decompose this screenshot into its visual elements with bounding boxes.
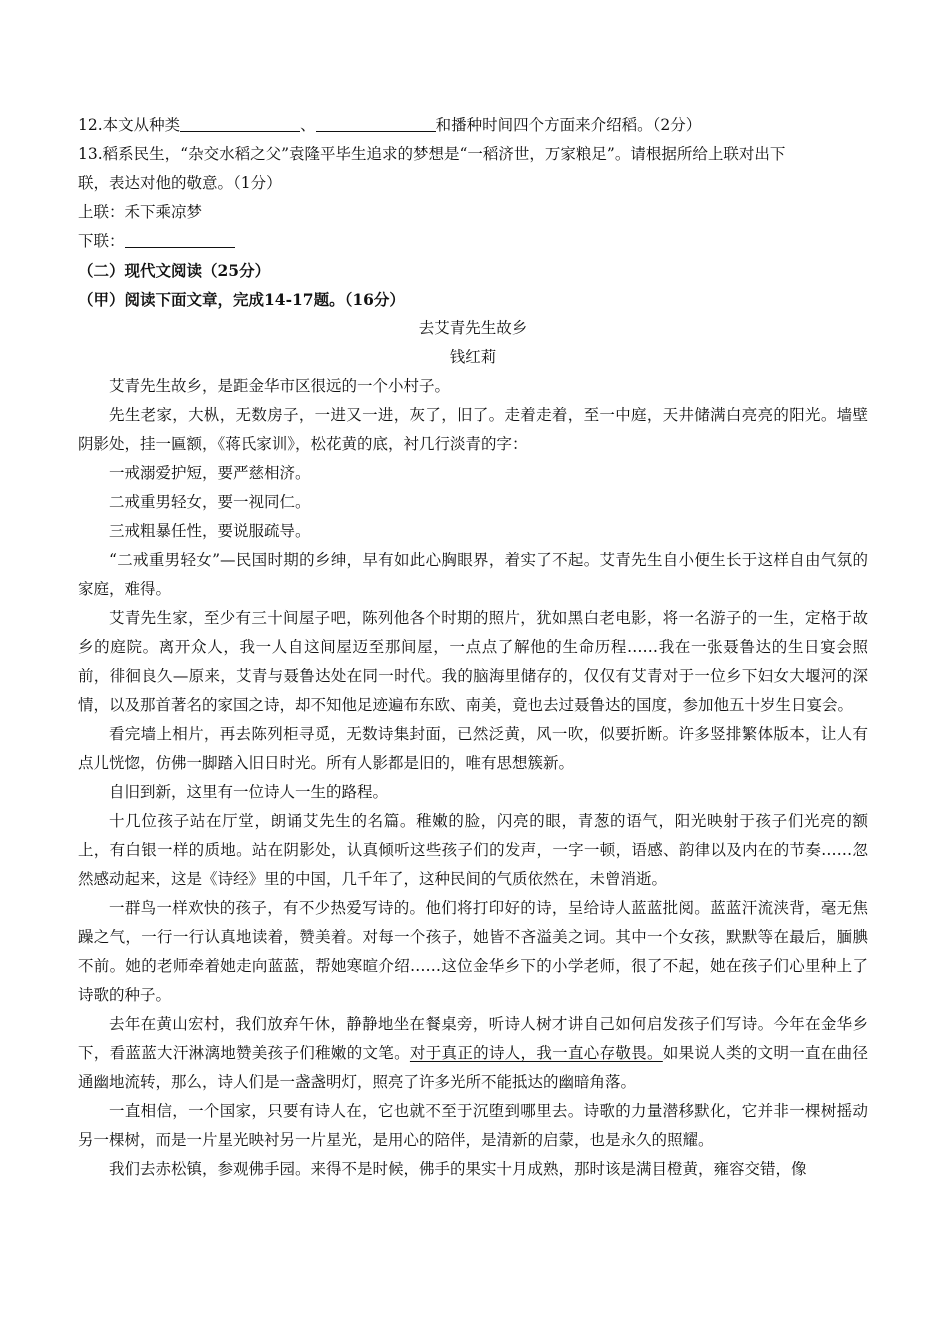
- question-12-text-a: 12.本文从种类: [78, 116, 181, 134]
- question-13-line-1: 13.稻系民生，“杂交水稻之父”袁隆平毕生追求的梦想是“一稻济世，万家粮足”。请根据所给上联对出下: [78, 145, 786, 163]
- underlined-sentence: 对于真正的诗人，我一直心存敬畏。: [409, 1044, 663, 1062]
- paragraph-text: 去年在黄山宏村，我们放弃午休，静静地坐在餐桌旁，听诗人树才讲自己如何启发孩子们写诗。今年在金华乡下，看蓝蓝大汗淋漓地赞美孩子们稚嫩的文笔。: [78, 1015, 868, 1062]
- article-paragraph: 看完墙上相片，再去陈列柜寻觅，无数诗集封面，已然泛黄，风一吹，似要折断。许多竖排繁体版本，让人有点儿恍惚，仿佛一脚踏入旧日时光。所有人影都是旧的，唯有思想簇新。: [78, 725, 868, 772]
- article-paragraph: 一戒溺爱护短，要严慈相济。: [109, 464, 311, 482]
- paragraph-text: 如果说人类的文明一直在曲径通幽地流转，那么，诗人们是一盏盏明灯，照亮了许多光所不能抵达的幽暗角落。: [78, 1044, 868, 1091]
- lower-couplet-label: 下联：: [78, 232, 125, 250]
- upper-couplet: 上联：禾下乘凉梦: [78, 203, 203, 221]
- lower-couplet: [78, 227, 868, 256]
- lower-couplet-blank[interactable]: [125, 231, 235, 248]
- question-12-text-b: 和播种时间四个方面来介绍稻。（2分）: [435, 116, 702, 134]
- article-paragraph: 我们去赤松镇，参观佛手园。来得不是时候，佛手的果实十月成熟，那时该是满目橙黄，雍容交错，像: [109, 1160, 807, 1178]
- question-12-separator: 、: [300, 116, 316, 134]
- article-paragraph: 一群鸟一样欢快的孩子，有不少热爱写诗的。他们将打印好的诗，呈给诗人蓝蓝批阅。蓝蓝汗流浃背，毫无焦躁之气，一行一行认真地读着，赞美着。对每一个孩子，她皆不吝溢美之词。其中一个女孩，默默等在最后，腼腆不前。她的老师牵着她走向蓝蓝，帮她寒暄介绍……这位金华乡下的小学老师，很了不起，她在孩子们心里种上了诗歌的种子。: [78, 899, 868, 1004]
- article-author: 钱红莉: [449, 348, 497, 366]
- article-paragraph: 一直相信，一个国家，只要有诗人在，它也就不至于沉堕到哪里去。诗歌的力量潜移默化，它并非一棵树摇动另一棵树，而是一片星光映衬另一片星光，是用心的陪伴，是清新的启蒙，也是永久的照耀。: [78, 1102, 868, 1149]
- article-paragraph: “二戒重男轻女”—民国时期的乡绅，早有如此心胸眼界，着实了不起。艾青先生自小便生长于这样自由气氛的家庭，难得。: [78, 551, 868, 598]
- section-heading: （二）现代文阅读（25分）: [78, 261, 271, 280]
- answer-blank-2[interactable]: [316, 115, 436, 132]
- section-subheading: （甲）阅读下面文章，完成14-17题。（16分）: [78, 290, 405, 309]
- question-12: [78, 111, 868, 140]
- exam-page: [78, 111, 868, 1184]
- article-paragraph: 十几位孩子站在厅堂，朗诵艾先生的名篇。稚嫩的脸，闪亮的眼，青葱的语气，阳光映射于孩子们光亮的额上，有白银一样的质地。站在阴影处，认真倾听这些孩子们的发声，一字一顿，语感、韵律以及内在的节奏……忽然感动起来，这是《诗经》里的中国，几千年了，这种民间的气质依然在，未曾消逝。: [78, 812, 868, 888]
- article-paragraph: 艾青先生故乡，是距金华市区很远的一个小村子。: [109, 377, 451, 395]
- article-paragraph: 先生老家，大枞，无数房子，一进又一进，灰了，旧了。走着走着，至一中庭，天井储满白亮亮的阳光。墙壁阴影处，挂一匾额，《蒋氏家训》，松花黄的底，衬几行淡青的字：: [78, 406, 868, 453]
- article-title: 去艾青先生故乡: [418, 319, 528, 337]
- article-paragraph: 二戒重男轻女，要一视同仁。: [109, 493, 311, 511]
- article-paragraph: 三戒粗暴任性，要说服疏导。: [109, 522, 311, 540]
- article-paragraph: 艾青先生家，至少有三十间屋子吧，陈列他各个时期的照片，犹如黑白老电影，将一名游子的一生，定格于故乡的庭院。离开众人，我一人自这间屋迈至那间屋，一点点了解他的生命历程……我在一张聂鲁达的生日宴会照前，徘徊良久—原来，艾青与聂鲁达处在同一时代。我的脑海里储存的，仅仅有艾青对于一位乡下妇女大堰河的深情，以及那首著名的家国之诗，却不知他足迹遍布东欧、南美，竟也去过聂鲁达的国度，参加他五十岁生日宴会。: [78, 609, 868, 714]
- article-paragraph: 自旧到新，这里有一位诗人一生的路程。: [109, 783, 389, 801]
- article-paragraph: [78, 1010, 868, 1097]
- answer-blank-1[interactable]: [180, 115, 300, 132]
- question-13-line-2: 联，表达对他的敬意。（1分）: [78, 174, 282, 192]
